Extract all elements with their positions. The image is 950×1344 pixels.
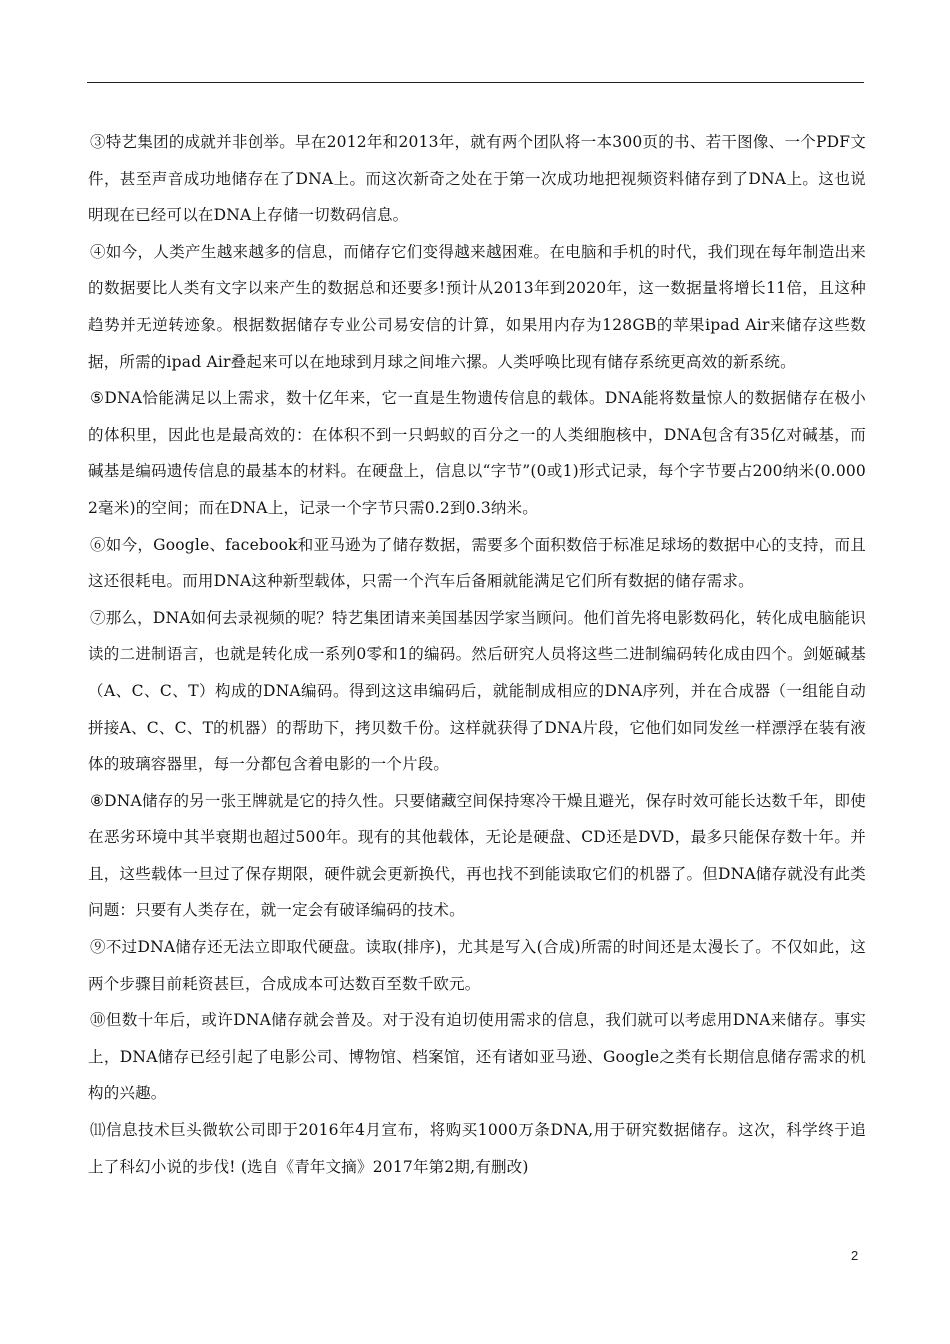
paragraph-5: ⑤DNA恰能满足以上需求，数十亿年来，它一直是生物遗传信息的载体。DNA能将数量惊人的数据储存在极小的体积里，因此也是最高效的：在体积不到一只蚂蚁的百分之一的人类细胞核中，DNA包含有35亿对碱基，而碱基是编码遗传信息的最基本的材料。在硬盘上，信息以“字节”(0或1)形式记录，每个字节要占200纳米(0.0002毫米)的空间；而在DNA上，记录一个字节只需0.2到0.3纳米。 (88, 389, 866, 517)
paragraph-7: ⑦那么，DNA如何去录视频的呢？特艺集团请来美国基因学家当顾问。他们首先将电影数码化，转化成电脑能识读的二进制语言，也就是转化成一系列0零和1的编码。然后研究人员将这些二进制编码转化成由四个。剑姬碱基（A、C、C、T）构成的DNA编码。得到这这串编码后，就能制成相应的DNA序列，并在合成器（一组能自动拼接A、C、C、T的机器）的帮助下，拷贝数千份。这样就获得了DNA片段，它他们如同发丝一样漂浮在装有液体的玻璃容器里，每一分都包含着电影的一个片段。 (88, 608, 866, 774)
paragraph-10: ⑩但数十年后，或许DNA储存就会普及。对于没有迫切使用需求的信息，我们就可以考虑用DNA来储存。事实上，DNA储存已经引起了电影公司、博物馆、档案馆，还有诸如亚马逊、Google之类有长期信息储存需求的机构的兴趣。 (88, 1011, 866, 1103)
header-rule (87, 82, 864, 83)
paragraph-3: ③特艺集团的成就并非创举。早在2012年和2013年，就有两个团队将一本300页的书、若干图像、一个PDF文件，甚至声音成功地储存在了DNA上。而这次新奇之处在于第一次成功地把视频资料储存到了DNA上。这也说明现在已经可以在DNA上存储一切数码信息。 (88, 133, 866, 225)
article-body (88, 124, 866, 1185)
paragraph-9: ⑨不过DNA储存还无法立即取代硬盘。读取(排序)，尤其是写入(合成)所需的时间还是太漫长了。不仅如此，这两个步骤目前耗资甚巨，合成成本可达数百至数千欧元。 (88, 938, 866, 993)
page-number: 2 (851, 1248, 859, 1263)
paragraph-8: ⑧DNA储存的另一张王牌就是它的持久性。只要储藏空间保持寒冷干燥且避光，保存时效可能长达数千年，即使在恶劣环境中其半衰期也超过500年。现有的其他载体，无论是硬盘、CD还是DVD，最多只能保存数十年。并且，这些载体一旦过了保存期限，硬件就会更新换代，再也找不到能读取它们的机器了。但DNA储存就没有此类问题：只要有人类存在，就一定会有破译编码的技术。 (88, 791, 866, 920)
paragraph-6: ⑥如今，Google、facebook和亚马逊为了储存数据，需要多个面积数倍于标准足球场的数据中心的支持，而且这还很耗电。而用DNA这种新型载体，只需一个汽车后备厢就能满足它们所有数据的储存需求。 (88, 535, 866, 591)
paragraph-11: ⑾信息技术巨头微软公司即于2016年4月宣布，将购买1000万条DNA,用于研究数据储存。这次，科学终于追上了科幻小说的步伐! (选自《青年文摘》2017年第2期,有删改) (88, 1121, 866, 1176)
paragraph-4: ④如今，人类产生越来越多的信息，而储存它们变得越来越困难。在电脑和手机的时代，我们现在每年制造出来的数据要比人类有文字以来产生的数据总和还要多!预计从2013年到2020年，这一数据量将增长11倍，且这种趋势并无逆转迹象。根据数据储存专业公司易安信的计算，如果用内存为128GB的苹果ipad Air来储存这些数据，所需的ipad Air叠起来可以在地球到月球之间堆六摞。人类呼唤比现有储存系统更高效的新系统。 (88, 242, 866, 371)
